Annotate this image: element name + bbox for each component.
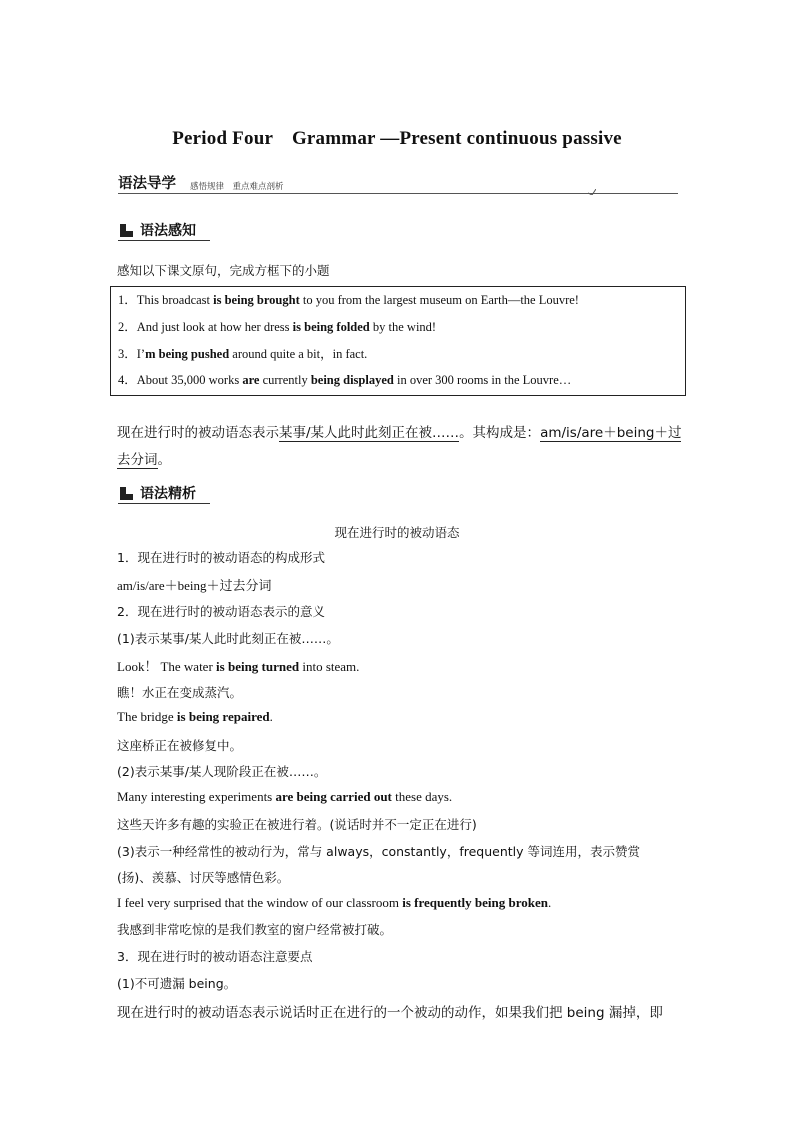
section-square-icon	[120, 487, 133, 500]
body-line: 现在进行时的被动语态表示说话时正在进行的一个被动的动作，如果我们把 being 漏掉，即	[117, 1005, 663, 1021]
section-heading-perception	[118, 220, 210, 242]
row-bold: m being pushed	[145, 347, 230, 361]
body-line: 2．现在进行时的被动语态表示的意义	[117, 604, 325, 619]
row-text: About 35,000 works	[136, 373, 243, 387]
row-number: 3．	[118, 347, 137, 361]
box-row	[118, 290, 579, 308]
summary-answer: 去分词	[117, 452, 158, 468]
example-line	[117, 789, 452, 805]
summary-answer: am/is/are＋being＋过	[540, 425, 682, 441]
section-heading-text: 语法精析	[140, 486, 196, 502]
example-text: .	[548, 895, 552, 910]
example-text: into steam.	[299, 659, 360, 674]
row-text: This broadcast	[136, 293, 214, 307]
section-heading-underline	[118, 240, 210, 241]
body-line: (1)表示某事/某人此时此刻正在被……。	[117, 631, 339, 646]
row-text: to you from the largest museum on Earth—the Louvre!	[299, 293, 579, 307]
summary-text: 。	[157, 452, 171, 468]
body-line: 3．现在进行时的被动语态注意要点	[117, 949, 313, 964]
example-bold: is being repaired	[176, 709, 270, 724]
row-number: 2．	[118, 320, 137, 334]
body-line: 1．现在进行时的被动语态的构成形式	[117, 550, 325, 565]
summary-answer: 某事/某人此时此刻正在被……	[279, 425, 460, 441]
row-text: around quite a bit，in fact.	[229, 347, 368, 361]
body-line: (1)不可遗漏 being。	[117, 976, 237, 991]
row-text: currently	[259, 373, 311, 387]
example-bold: is being turned	[216, 659, 300, 674]
row-number: 4．	[118, 373, 137, 387]
translation-line: 这座桥正在被修复中。	[117, 738, 243, 753]
body-line: am/is/are＋being＋过去分词	[117, 578, 272, 593]
row-text: in over 300 rooms in the Louvre…	[393, 373, 572, 387]
body-line: (2)表示某事/某人现阶段正在被……。	[117, 764, 327, 779]
example-bold: is frequently being broken	[402, 895, 548, 910]
translation-line: 我感到非常吃惊的是我们教室的窗户经常被打破。	[117, 922, 393, 937]
body-line: (3)表示一种经常性的被动行为，常与 always，constantly，frequently 等词连用，表示赞赏	[117, 844, 640, 859]
summary-line-2	[117, 448, 171, 468]
translation-line: 这些天许多有趣的实验正在被进行着。(说话时并不一定正在进行)	[117, 817, 477, 832]
example-line	[117, 709, 273, 725]
example-bold: are being carried out	[275, 789, 392, 804]
example-text: Look！ The water	[117, 659, 217, 674]
row-bold: are	[242, 373, 260, 387]
row-bold: is being brought	[213, 293, 300, 307]
example-text: The bridge	[117, 709, 177, 724]
row-text: And just look at how her dress	[136, 320, 293, 334]
banner-title: 语法导学	[118, 176, 176, 192]
translation-line: 瞧！水正在变成蒸汽。	[117, 685, 243, 700]
example-text: these days.	[391, 789, 453, 804]
example-text: I feel very surprised that the window of our classroom	[117, 895, 403, 910]
summary-text: 。其构成是：	[459, 425, 541, 441]
example-text: Many interesting experiments	[117, 789, 276, 804]
section-square-icon	[120, 224, 133, 237]
topic-heading: 现在进行时的被动语态	[334, 525, 460, 540]
box-row	[118, 370, 571, 388]
row-text: by the wind!	[369, 320, 437, 334]
summary-text: 现在进行时的被动语态表示	[117, 425, 279, 441]
section-heading-analysis	[118, 483, 210, 505]
section-heading-text: 语法感知	[140, 223, 196, 239]
row-number: 1．	[118, 293, 137, 307]
row-bold: is being folded	[292, 320, 370, 334]
example-text: .	[269, 709, 273, 724]
row-text: I’	[136, 347, 146, 361]
intro-text: 感知以下课文原句，完成方框下的小题	[117, 263, 330, 278]
box-row	[118, 317, 436, 335]
section-banner	[118, 170, 678, 196]
row-bold: being displayed	[310, 373, 394, 387]
banner-notch-icon	[588, 189, 596, 195]
page-title: Period Four Grammar —Present continuous passive	[172, 128, 622, 149]
box-row	[118, 344, 367, 362]
section-heading-underline	[118, 503, 210, 504]
example-line	[117, 656, 359, 675]
example-sentences-box	[110, 286, 686, 396]
example-line	[117, 895, 551, 911]
banner-subtitle: 感悟规律 重点难点剖析	[190, 182, 284, 192]
body-line: (扬)、羡慕、讨厌等感情色彩。	[117, 870, 290, 885]
summary-line-1	[117, 421, 681, 441]
